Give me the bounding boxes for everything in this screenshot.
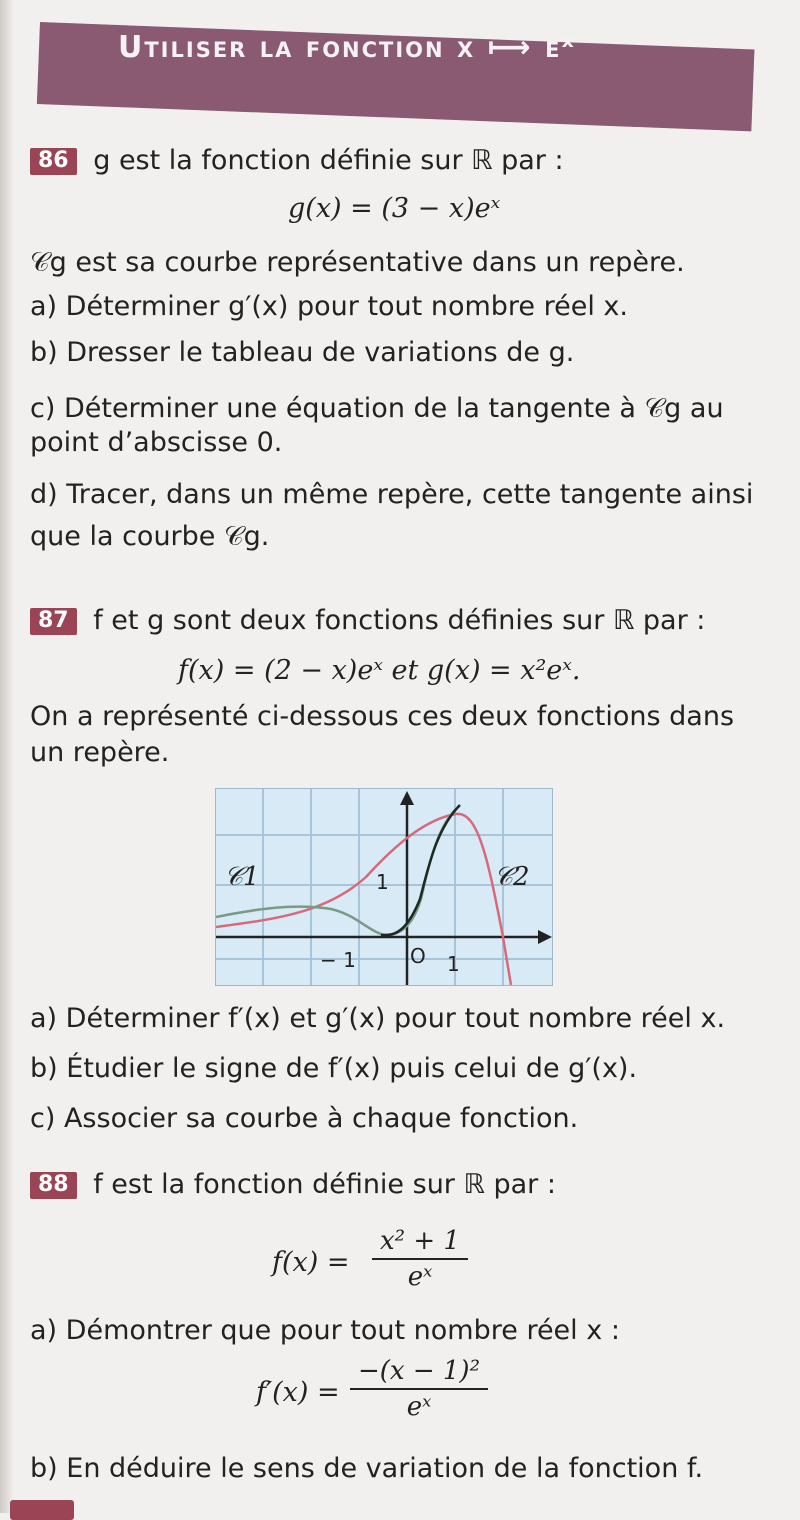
ex87-question-c: c) Associer sa courbe à chaque fonction. — [30, 1103, 579, 1134]
section-title: Utiliser la fonction x ⟼ eˣ — [118, 30, 576, 65]
ex88-f-numerator: x² + 1 — [380, 1226, 460, 1256]
ex87-graph — [215, 788, 553, 986]
ex88-f-fraction-bar — [372, 1258, 468, 1260]
ex87-number-badge: 87 — [30, 608, 77, 634]
ex87-text-line1: On a représenté ci-dessous ces deux fonctions dans — [30, 701, 735, 732]
ex87-graph-svg — [216, 789, 552, 985]
x-axis-arrow — [538, 930, 552, 944]
ex86-question-d-line2: que la courbe 𝒞g. — [30, 521, 270, 552]
ex87-intro: f et g sont deux fonctions définies sur ℝ par : — [93, 605, 706, 636]
tick-x-minus-1: − 1 — [320, 948, 356, 972]
ex87-intro-line — [30, 606, 705, 636]
ex88-intro: f est la fonction définie sur ℝ par : — [93, 1169, 556, 1200]
ex87-formula: f(x) = (2 − x)eˣ et g(x) = x²eˣ. — [178, 655, 581, 686]
ex88-number-badge: 88 — [30, 1172, 77, 1198]
origin-label: O — [410, 944, 426, 968]
next-exercise-badge-partial — [10, 1500, 74, 1520]
ex87-text-line2: un repère. — [30, 737, 170, 768]
ex87-question-a: a) Déterminer f′(x) et g′(x) pour tout nombre réel x. — [30, 1003, 726, 1034]
ex86-curve-text: 𝒞g est sa courbe représentative dans un repère. — [30, 247, 685, 278]
ex86-number-badge: 86 — [30, 148, 77, 174]
ex88-fp-fraction-bar — [350, 1388, 488, 1390]
page-edge — [0, 0, 14, 1513]
ex88-fp-numerator: −(x − 1)² — [357, 1356, 480, 1386]
ex88-fp-denominator: eˣ — [406, 1392, 432, 1422]
ex87-question-b: b) Étudier le signe de f′(x) puis celui de g′(x). — [30, 1053, 638, 1084]
tick-x-1: 1 — [447, 952, 460, 976]
ex88-question-b: b) En déduire le sens de variation de la fonction f. — [30, 1453, 704, 1484]
ex88-intro-line — [30, 1170, 556, 1200]
curve-c1-g — [381, 805, 460, 935]
ex88-question-a: a) Démontrer que pour tout nombre réel x : — [30, 1315, 620, 1346]
ex86-intro: g est la fonction définie sur ℝ par : — [93, 145, 564, 176]
ex86-formula: g(x) = (3 − x)eˣ — [288, 193, 501, 224]
label-c1: 𝒞1 — [224, 862, 260, 892]
ex88-f-lhs: f(x) = — [272, 1247, 350, 1278]
label-c2: 𝒞2 — [494, 862, 530, 892]
ex88-f-fraction — [372, 1226, 468, 1292]
ex86-question-b: b) Dresser le tableau de variations de g. — [30, 337, 575, 368]
ex86-intro-line — [30, 146, 564, 176]
ex86-question-d-line1: d) Tracer, dans un même repère, cette tangente ainsi — [30, 479, 754, 510]
ex86-question-c-line1: c) Déterminer une équation de la tangente à 𝒞g au — [30, 393, 724, 424]
ex88-f-denominator: eˣ — [407, 1262, 433, 1292]
ex86-question-c-line2: point d’abscisse 0. — [30, 427, 283, 458]
ex86-question-a: a) Déterminer g′(x) pour tout nombre réel x. — [30, 291, 628, 322]
y-axis-arrow — [400, 791, 414, 805]
tick-y-1: 1 — [376, 870, 389, 894]
ex88-fp-fraction — [350, 1356, 488, 1422]
ex88-fp-lhs: f′(x) = — [256, 1377, 340, 1408]
